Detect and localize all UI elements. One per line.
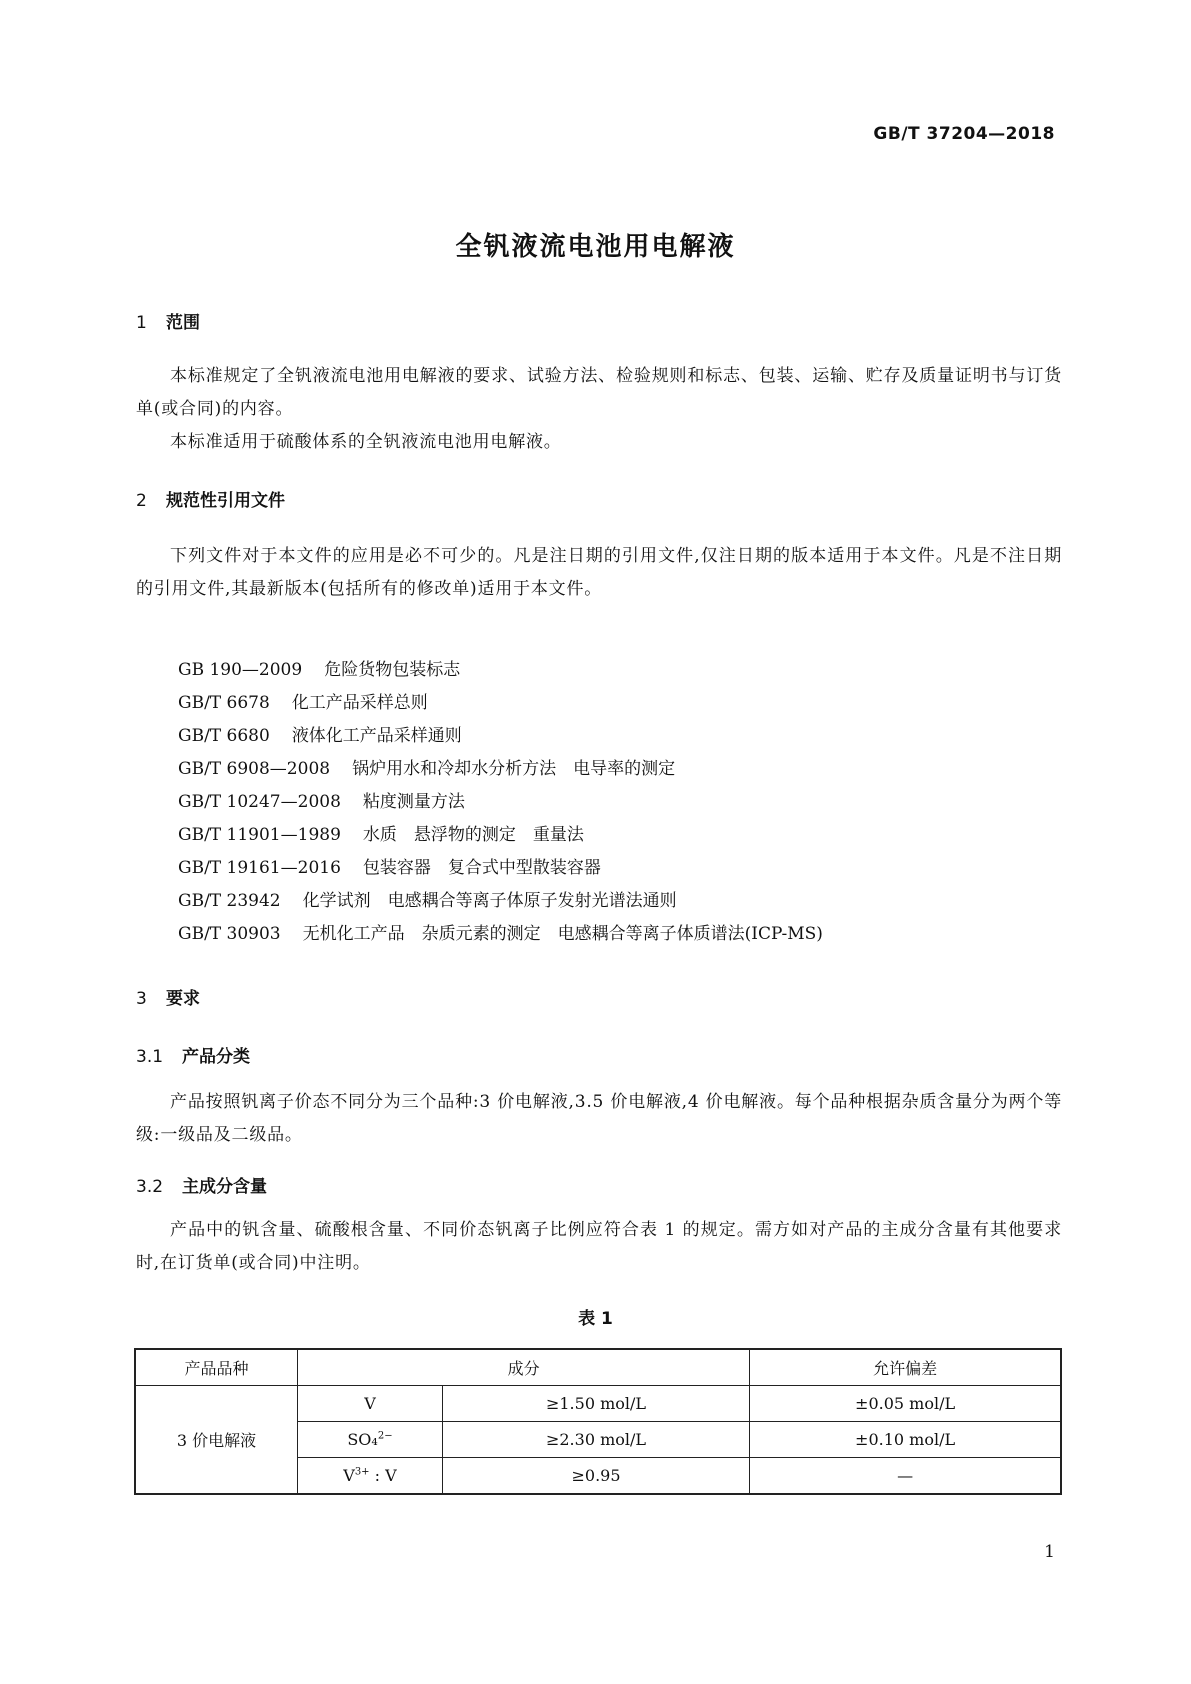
reference-code: GB/T 6908—2008 <box>178 759 331 779</box>
tolerance-cell: — <box>750 1458 1061 1495</box>
standard-code: GB/T 37204—2018 <box>873 124 1055 144</box>
reference-code: GB 190—2009 <box>178 660 303 680</box>
reference-code: GB/T 6678 <box>178 693 270 713</box>
reference-title: 水质 悬浮物的测定 重量法 <box>362 825 584 845</box>
reference-code: GB/T 19161—2016 <box>178 858 341 878</box>
reference-item <box>178 819 823 852</box>
reference-title: 化工产品采样总则 <box>291 693 428 713</box>
section-1-body <box>136 360 1062 459</box>
variety-cell: 3 价电解液 <box>135 1386 298 1495</box>
reference-code: GB/T 11901—1989 <box>178 825 341 845</box>
reference-code: GB/T 6680 <box>178 726 270 746</box>
section-number: 2 <box>136 491 147 511</box>
tolerance-cell: ±0.05 mol/L <box>750 1386 1061 1422</box>
value-cell: ≥1.50 mol/L <box>442 1386 749 1422</box>
reference-item <box>178 654 823 687</box>
reference-title: 无机化工产品 杂质元素的测定 电感耦合等离子体质谱法(ICP-MS) <box>302 924 823 944</box>
section-title: 主成分含量 <box>182 1177 267 1197</box>
section-number: 3.1 <box>136 1047 164 1067</box>
paragraph: 下列文件对于本文件的应用是必不可少的。凡是注日期的引用文件,仅注日期的版本适用于本文件。凡是不注日期的引用文件,其最新版本(包括所有的修改单)适用于本文件。 <box>136 546 1062 599</box>
section-2-intro <box>136 540 1062 606</box>
header-tolerance: 允许偏差 <box>750 1349 1061 1386</box>
reference-item <box>178 753 823 786</box>
reference-title: 化学试剂 电感耦合等离子体原子发射光谱法通则 <box>302 891 677 911</box>
section-3-1-body <box>136 1086 1062 1152</box>
section-1-heading <box>136 308 200 333</box>
section-3-1-heading <box>136 1042 250 1067</box>
reference-item <box>178 885 823 918</box>
header-variety: 产品品种 <box>135 1349 298 1386</box>
reference-item <box>178 687 823 720</box>
table-caption: 表 1 <box>578 1309 613 1329</box>
reference-item <box>178 918 823 951</box>
reference-title: 液体化工产品采样通则 <box>291 726 462 746</box>
section-3-heading <box>136 984 200 1009</box>
reference-title: 粘度测量方法 <box>362 792 465 812</box>
table-row <box>135 1386 1061 1422</box>
reference-item <box>178 852 823 885</box>
section-title: 要求 <box>166 989 200 1009</box>
section-2-heading <box>136 486 285 511</box>
table-header-row <box>135 1349 1061 1386</box>
reference-title: 包装容器 复合式中型散装容器 <box>362 858 601 878</box>
section-number: 3 <box>136 989 147 1009</box>
paragraph: 本标准适用于硫酸体系的全钒液流电池用电解液。 <box>170 432 562 452</box>
section-3-2-heading <box>136 1172 267 1197</box>
section-title: 范围 <box>166 313 200 333</box>
value-cell: ≥0.95 <box>442 1458 749 1495</box>
section-3-2-body <box>136 1214 1062 1280</box>
paragraph: 产品中的钒含量、硫酸根含量、不同价态钒离子比例应符合表 1 的规定。需方如对产品的主成分含量有其他要求时,在订货单(或合同)中注明。 <box>136 1220 1062 1273</box>
document-title: 全钒液流电池用电解液 <box>455 232 736 262</box>
header-component: 成分 <box>298 1349 750 1386</box>
tolerance-cell: ±0.10 mol/L <box>750 1422 1061 1458</box>
component-cell: SO₄$^{2-}$ <box>298 1422 443 1458</box>
section-number: 1 <box>136 313 147 333</box>
reference-item <box>178 720 823 753</box>
paragraph: 本标准规定了全钒液流电池用电解液的要求、试验方法、检验规则和标志、包装、运输、贮存及质量证明书与订货单(或合同)的内容。 <box>136 366 1062 419</box>
reference-code: GB/T 30903 <box>178 924 281 944</box>
reference-code: GB/T 23942 <box>178 891 281 911</box>
reference-title: 锅炉用水和冷却水分析方法 电导率的测定 <box>352 759 676 779</box>
reference-code: GB/T 10247—2008 <box>178 792 341 812</box>
component-cell: V <box>298 1386 443 1422</box>
page-number: 1 <box>1044 1542 1055 1562</box>
reference-list <box>178 654 823 951</box>
table-1 <box>134 1348 1062 1495</box>
section-title: 产品分类 <box>182 1047 250 1067</box>
component-cell: $V^{3+}$ : V <box>298 1458 443 1495</box>
reference-item <box>178 786 823 819</box>
reference-title: 危险货物包装标志 <box>324 660 461 680</box>
paragraph: 产品按照钒离子价态不同分为三个品种:3 价电解液,3.5 价电解液,4 价电解液。每个品种根据杂质含量分为两个等级:一级品及二级品。 <box>136 1092 1062 1145</box>
section-number: 3.2 <box>136 1177 164 1197</box>
section-title: 规范性引用文件 <box>166 491 285 511</box>
value-cell: ≥2.30 mol/L <box>442 1422 749 1458</box>
